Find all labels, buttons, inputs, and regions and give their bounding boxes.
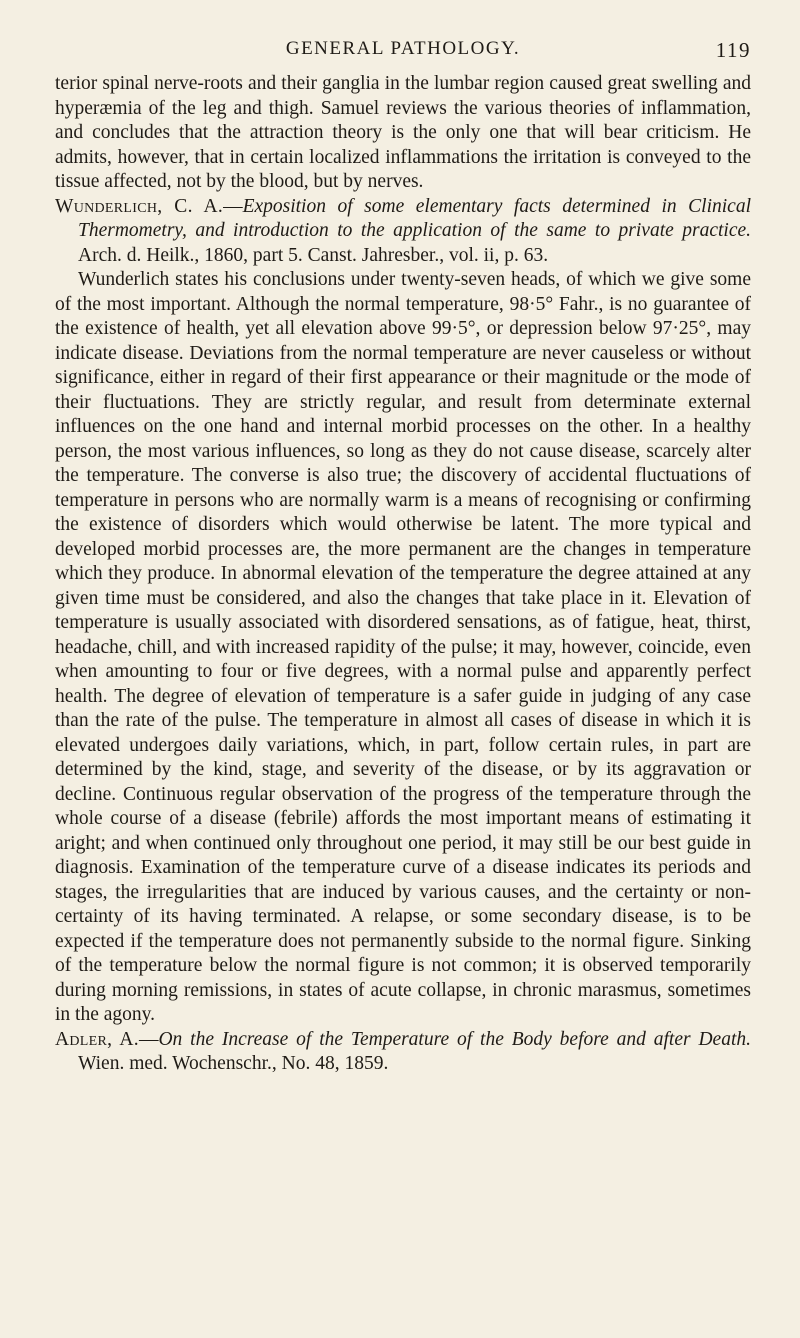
entry-title: Exposition of some elementary facts determined in Clinical Thermometry, and introduction to the application of the same to private practice. xyxy=(78,195,751,241)
bibliography-entry-wunderlich: Wunderlich, C. A.—Exposition of some elementary facts determined in Clinical Thermometry, and introduction to the application of the same to private practice. Arch. d. Heilk., 1860, part 5. Canst. Jahresber., vol. ii, p. 63. xyxy=(55,195,751,266)
running-title: GENERAL PATHOLOGY. xyxy=(285,38,521,59)
running-head xyxy=(55,38,751,72)
entry-summary: Wunderlich states his conclusions under twenty-seven heads, of which we give some of the most important. Although the normal temperature, 98·5° Fahr., is no guarantee of the existence of health, yet all elevation above 99·5°, or depression below 97·25°, may indicate disease. Deviations from the normal temperature are never causeless or without significance, either in regard of their first appearance or their magnitude or the mode of their fluctuations. They are strictly regular, and result from determinate external influences on the one hand and internal morbid processes on the other. In a healthy person, the most various influences, so long as they do not cause disease, scarcely alter the temperature. The converse is also true; the discovery of accidental fluctuations of temperature in persons who are normally warm is a means of recognising or confirming the existence of disorders which would otherwise be latent. The more typical and developed morbid processes are, the more permanent are the changes in temperature which they produce. In abnormal elevation of the temperature the degree attained at any given time must be considered, and also the changes that take place in it. Elevation of temperature is usually associated with disordered sensations, as of fatigue, heat, thirst, headache, chill, and with increased rapidity of the pulse; it may, however, coincide, even when amounting to four or five degrees, with a normal pulse and apparently perfect health. The degree of elevation of temperature is a safer guide in judging of any case than the rate of the pulse. The temperature in almost all cases of disease in which it is elevated undergoes daily variations, which, in part, follow certain rules, in part are determined by the kind, stage, and severity of the disease, or by its aggravation or decline. Continuous regular observation of the progress of the temperature through the whole course of a disease (febrile) affords the most important means of estimating it aright; and when continued only throughout one period, it may still be our best guide in diagnosis. Examination of the temperature curve of a disease indicates its periods and stages, the irregularities that are induced by various causes, and the certainty or non-certainty of its having terminated. A relapse, or some secondary disease, is to be expected if the temperature does not permanently subside to the normal figure. Sinking of the temperature below the normal figure is not common; it is observed temporarily during morning remissions, in states of acute collapse, in chronic marasmus, sometimes in the agony. xyxy=(55,269,751,1025)
page-number: 119 xyxy=(715,38,751,62)
entry-title: On the Increase of the Temperature of the Body before and after Death. xyxy=(158,1028,751,1050)
entry-citation: Wien. med. Wochenschr., No. 48, 1859. xyxy=(78,1053,389,1074)
bibliography-entry-adler: Adler, A.—On the Increase of the Temperature of the Body before and after Death. Wien. med. Wochenschr., No. 48, 1859. xyxy=(55,1028,751,1074)
entry-author: Wunderlich, C. A. xyxy=(55,195,224,217)
entry-citation: Arch. d. Heilk., 1860, part 5. Canst. Jahresber., vol. ii, p. 63. xyxy=(78,244,549,266)
continuation-paragraph: terior spinal nerve-roots and their ganglia in the lumbar region caused great swelling and hyperæmia of the leg and thigh. Samuel reviews the various theories of inflammation, and concludes that the attraction theory is the only one that will bear criticism. He admits, however, that in certain localized inflammations the irritation is conveyed to the tissue affected, not by the blood, but by nerves. xyxy=(55,73,751,192)
entry-author: Adler, A. xyxy=(55,1028,139,1050)
